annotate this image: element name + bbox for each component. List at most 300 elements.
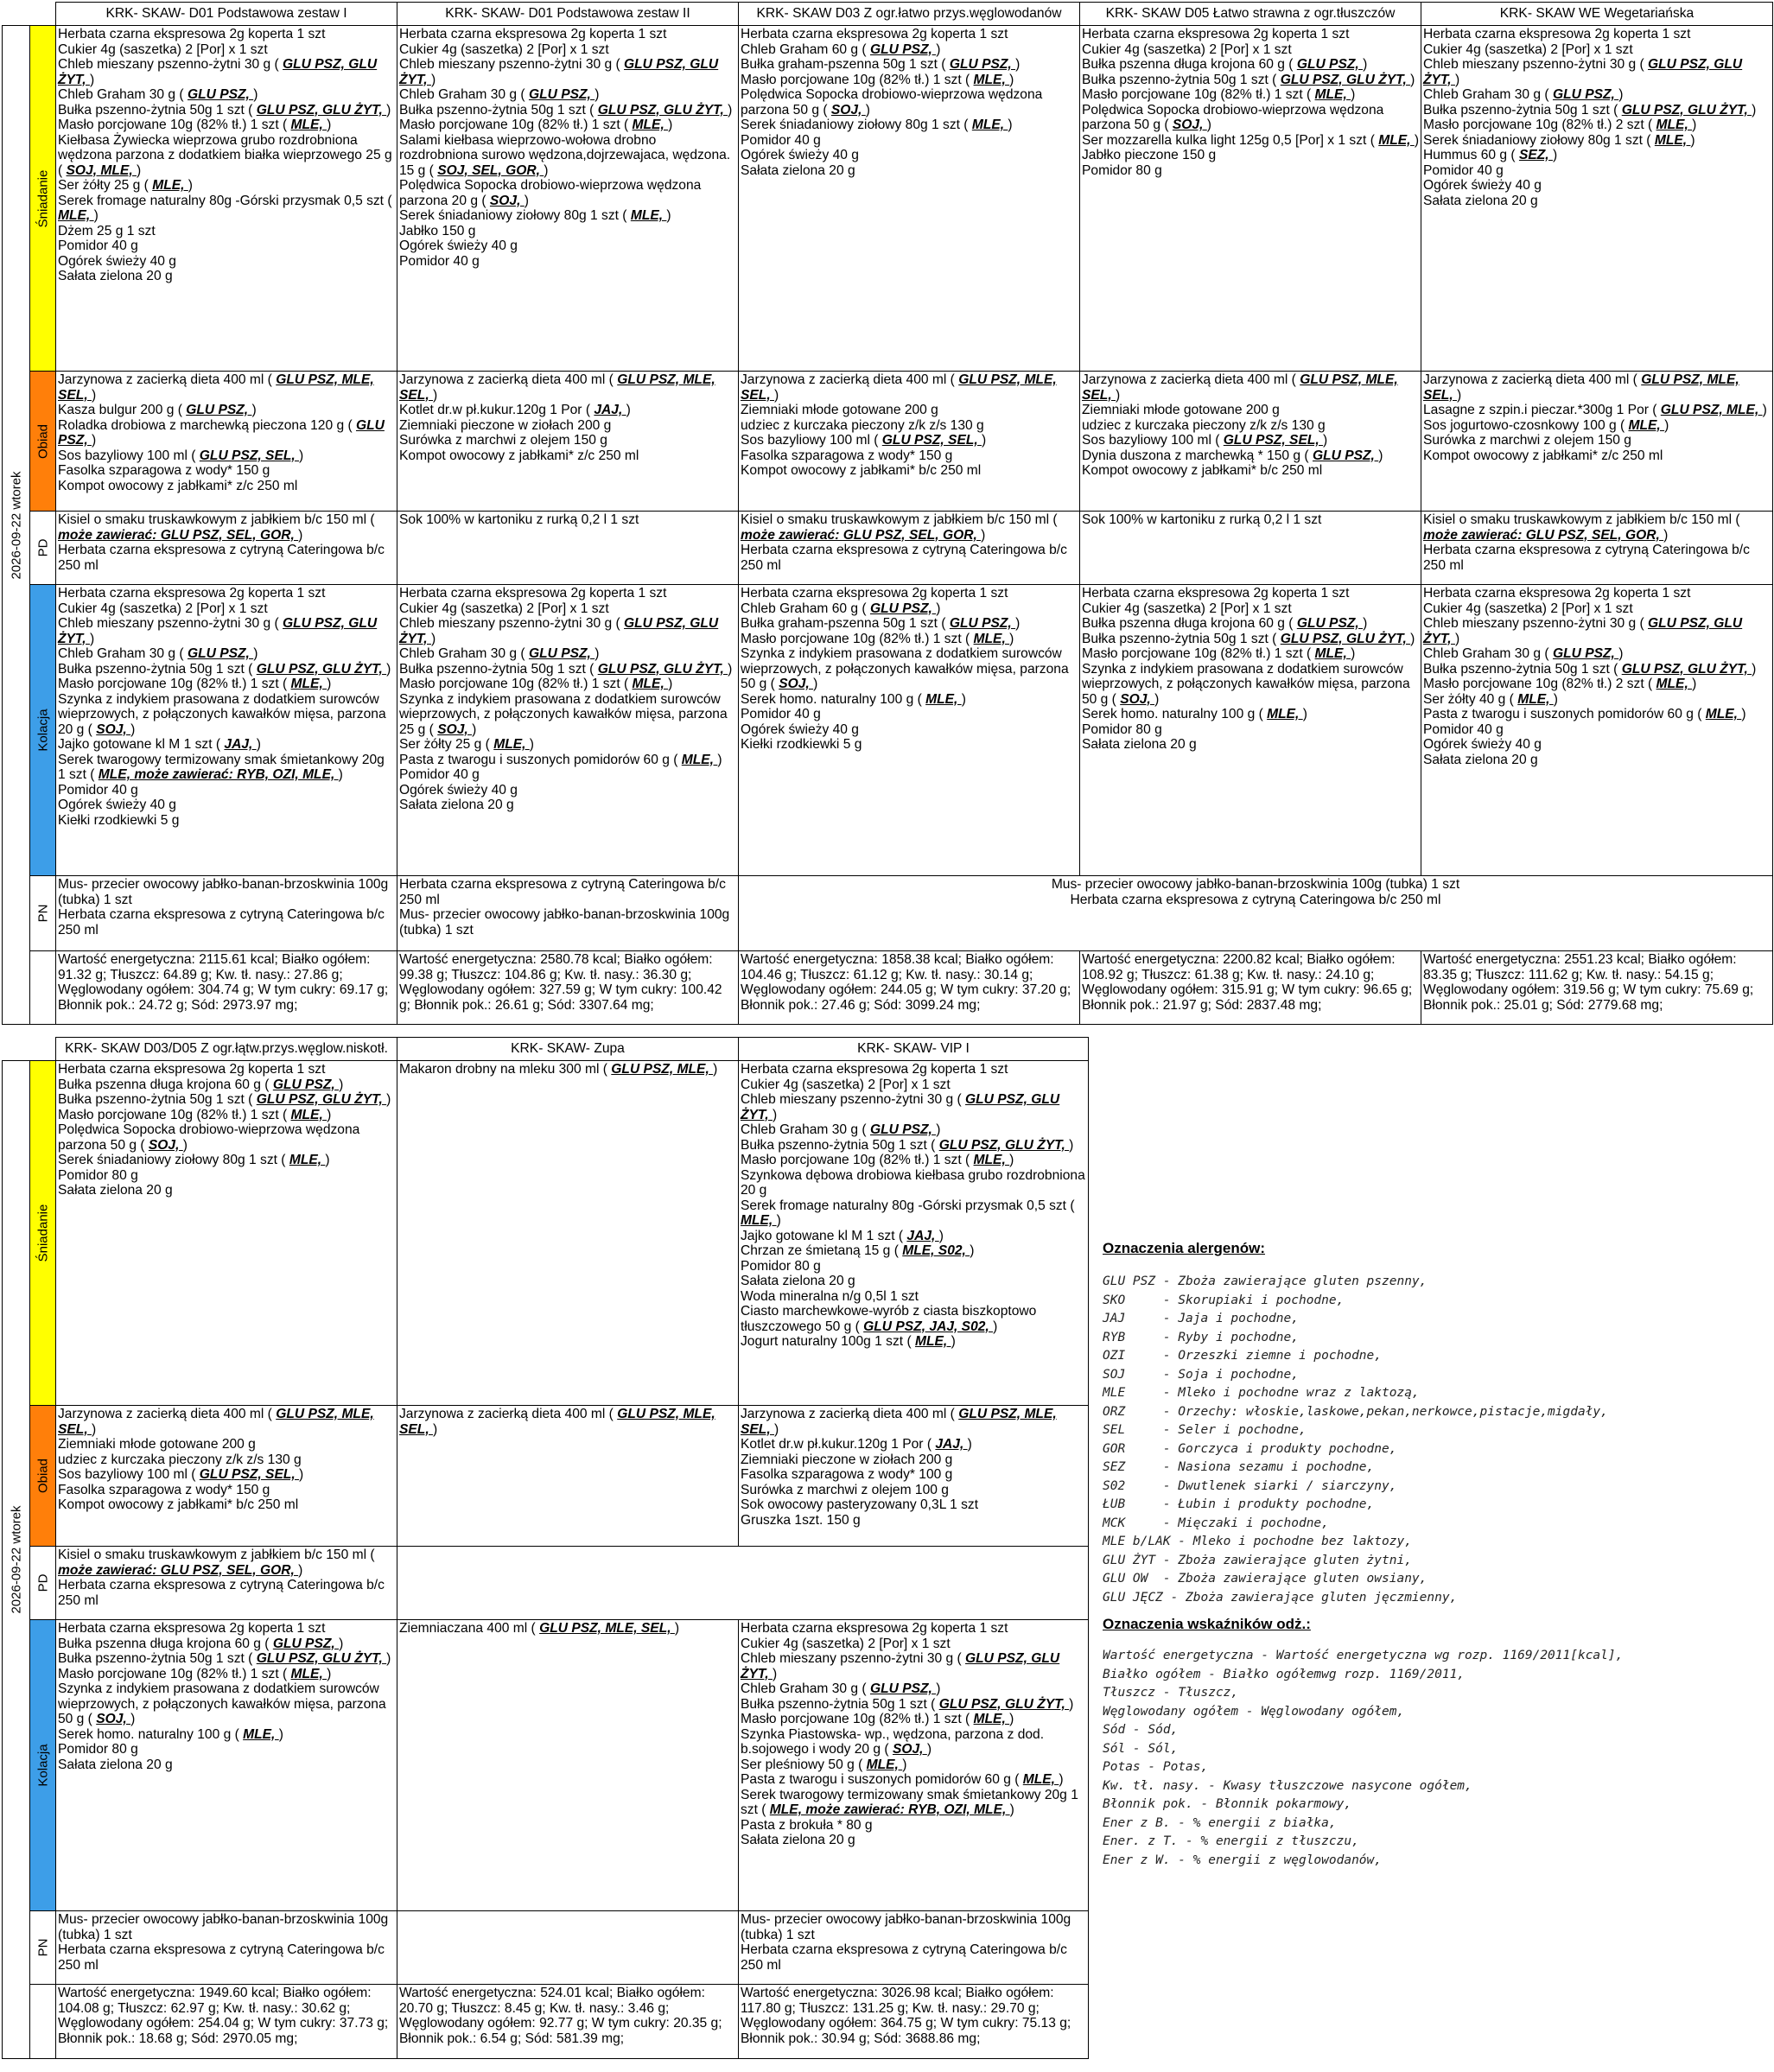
menu-cell	[397, 1406, 739, 1547]
menu-cell	[1421, 372, 1773, 512]
menu-item: Kompot owocowy z jabłkami* b/c 250 ml	[741, 463, 982, 478]
allergen-codes: MLE,	[1656, 118, 1693, 132]
menu-item: Masło porcjowane 10g (82% tł.) 1 szt ( MLE, )	[399, 118, 673, 132]
menu-item: Ogórek świeży 40 g	[741, 721, 859, 737]
menu-item: Chleb Graham 60 g ( GLU PSZ, )	[741, 41, 941, 57]
menu-item: Herbata czarna ekspresowa z cytryną Cateringowa b/c 250 ml	[399, 877, 726, 907]
menu-item: Masło porcjowane 10g (82% tł.) 1 szt ( MLE, )	[1082, 87, 1356, 102]
menu-item: Bułka pszenno-żytnia 50g 1 szt ( GLU PSZ, GLU ŻYT, )	[741, 1137, 1074, 1153]
allergen-codes: MLE,	[973, 631, 1010, 646]
menu-item: Mus- przecier owocowy jabłko-banan-brzoskwinia 100g (tubka) 1 szt	[399, 907, 730, 937]
allergen-codes: GLU PSZ, GLU ŻYT,	[1621, 102, 1752, 118]
menu-cell	[56, 26, 397, 372]
indicators-list	[1103, 1647, 1759, 1870]
menu-table-1	[2, 2, 1773, 1025]
menu-item: Herbata czarna ekspresowa 2g koperta 1 szt	[741, 1621, 1008, 1636]
allergen-codes: MLE,	[1628, 417, 1665, 433]
menu-item: Masło porcjowane 10g (82% tł.) 1 szt ( MLE, )	[741, 72, 1014, 87]
column-header: KRK- SKAW- VIP I	[739, 1038, 1089, 1061]
menu-cell	[1421, 512, 1773, 585]
menu-item: Chleb mieszany pszenno-żytni 30 g ( GLU PSZ, GLU ŻYT, )	[1423, 616, 1743, 646]
menu-item: Szynka z indykiem prasowana z dodatkiem surowców wieprzowych, z połączonych kawałków mięsa, parzona 20 g ( SOJ, )	[58, 691, 386, 737]
allergen-codes: JAJ,	[935, 1437, 968, 1452]
allergen-codes: GLU PSZ, MLE,	[611, 1062, 714, 1077]
allergen-codes: SOJ, MLE,	[66, 162, 137, 178]
menu-item: Kisiel o smaku truskawkowym z jabłkiem b/c 150 ml ( może zawierać: GLU PSZ, SEL, GOR, )	[741, 512, 1058, 543]
nutrition-cell: Wartość energetyczna: 1949.60 kcal; Białko ogółem: 104.08 g; Tłuszcz: 62.97 g; Kw. tł. nasy.: 30.62 g; Węglowodany ogółem: 254.04 g; W tym cukry: 37.73 g; Błonnik pok.: 18.68 g; Sód: 2970.05 mg;	[56, 1985, 397, 2059]
menu-cell	[397, 585, 739, 876]
menu-item: Kompot owocowy z jabłkami* z/c 250 ml	[399, 448, 639, 463]
allergen-codes: GLU PSZ, MLE, SEL,	[1423, 372, 1739, 403]
allergen-codes: GLU PSZ,	[1552, 646, 1619, 661]
menu-item: Serek śniadaniowy ziołowy 80g 1 szt ( MLE, )	[1423, 132, 1695, 148]
legend-line: Węglowodany ogółem - Węglowodany ogółem,	[1103, 1704, 1405, 1719]
meal-label-pd: PD	[30, 512, 56, 585]
allergen-codes: MLE,	[1705, 707, 1742, 721]
menu-cell	[56, 1061, 397, 1406]
menu-item: Ciasto marchewkowe-wyrób z ciasta biszkoptowo tłuszczowego 50 g ( GLU PSZ, JAJ, S02, )	[741, 1304, 1037, 1334]
menu-item: Chleb Graham 30 g ( GLU PSZ, )	[399, 87, 600, 102]
menu-item: Bułka graham-pszenna 50g 1 szt ( GLU PSZ, )	[741, 616, 1021, 631]
menu-item: Chleb mieszany pszenno-żytni 30 g ( GLU PSZ, GLU ŻYT, )	[58, 616, 378, 646]
menu-cell	[739, 512, 1080, 585]
allergen-codes: GLU PSZ, GLU ŻYT,	[58, 616, 378, 646]
allergen-codes: SOJ,	[830, 102, 866, 118]
menu-item: Pomidor 80 g	[58, 1742, 138, 1757]
allergen-codes: SOJ, SEL, GOR,	[437, 162, 544, 178]
menu-item: Jabłko pieczone 150 g	[1082, 148, 1217, 162]
menu-item: udziec z kurczaka pieczony z/k z/s 130 g	[58, 1452, 302, 1467]
menu-item: udziec z kurczaka pieczony z/k z/s 130 g	[1082, 417, 1326, 433]
menu-item: Surówka z marchwi z olejem 150 g	[399, 433, 607, 448]
menu-item: Herbata czarna ekspresowa 2g koperta 1 szt	[741, 27, 1008, 41]
menu-item: Ziemniaczana 400 ml ( GLU PSZ, MLE, SEL, )	[399, 1621, 680, 1636]
allergen-codes: MLE,	[1656, 677, 1693, 691]
legend-line: SEZ - Nasiona sezamu i pochodne,	[1103, 1460, 1375, 1474]
allergen-codes: może zawierać: GLU PSZ, SEL, GOR,	[58, 527, 299, 543]
meal-label-dinner: Kolacja	[30, 585, 56, 876]
menu-cell	[56, 1406, 397, 1547]
menu-item: Salami kiełbasa wieprzowo-wołowa drobno rozdrobniona surowo wędzona,dojrzewajaca, wędzona. 15 g ( SOJ, SEL, GOR, )	[399, 132, 731, 178]
menu-item: Kasza bulgur 200 g ( GLU PSZ, )	[58, 403, 257, 417]
legend-line: JAJ - Jaja i pochodne,	[1103, 1312, 1299, 1325]
allergen-codes: SOJ,	[1172, 118, 1207, 132]
menu-cell	[397, 876, 739, 951]
menu-item: Herbata czarna ekspresowa 2g koperta 1 szt	[399, 27, 667, 41]
legend-line: Potas - Potas,	[1103, 1760, 1209, 1774]
allergen-codes: GLU PSZ, GLU ŻYT,	[1423, 57, 1743, 87]
menu-item: Ziemniaki młode gotowane 200 g	[741, 403, 938, 417]
menu-item: Bułka pszenno-żytnia 50g 1 szt ( GLU PSZ, GLU ŻYT, )	[58, 661, 391, 677]
menu-item: Jarzynowa z zacierką dieta 400 ml ( GLU PSZ, MLE, SEL, )	[1423, 372, 1739, 403]
column-header: KRK- SKAW- D01 Podstawowa zestaw II	[397, 3, 739, 26]
menu-item: Polędwica Sopocka drobiowo-wieprzowa wędzona parzona 50 g ( SOJ, )	[741, 87, 1043, 118]
allergen-codes: GLU PSZ,	[869, 1122, 937, 1137]
menu-item: Kisiel o smaku truskawkowym z jabłkiem b/c 150 ml ( może zawierać: GLU PSZ, SEL, GOR, )	[58, 512, 375, 543]
allergen-codes: MLE, może zawierać: RYB, OZI, MLE,	[769, 1802, 1010, 1817]
menu-cell	[56, 876, 397, 951]
menu-item: Lasagne z szpin.i pieczar.*300g 1 Por ( GLU PSZ, MLE, )	[1423, 403, 1767, 417]
menu-item: Fasolka szparagowa z wody* 150 g	[58, 1482, 270, 1497]
menu-item: Chleb mieszany pszenno-żytni 30 g ( GLU PSZ, GLU ŻYT, )	[741, 1651, 1060, 1681]
allergen-codes: GLU PSZ, SEL,	[199, 1467, 300, 1482]
menu-item: Cukier 4g (saszetka) 2 [Por] x 1 szt	[741, 1636, 951, 1651]
menu-item: Serek homo. naturalny 100 g ( MLE, )	[58, 1726, 283, 1742]
nutrition-cell: Wartość energetyczna: 2200.82 kcal; Białko ogółem: 108.92 g; Tłuszcz: 61.38 g; Kw. tł. nasy.: 24.10 g; Węglowodany ogółem: 315.91 g; W tym cukry: 96.65 g; Błonnik pok.: 21.97 g; Sód: 2837.48 mg;	[1080, 951, 1421, 1025]
allergen-codes: GLU PSZ, GLU ŻYT,	[1621, 661, 1752, 677]
menu-cell	[397, 1061, 739, 1406]
legend-line: SKO - Skorupiaki i pochodne,	[1103, 1293, 1345, 1307]
column-header: KRK- SKAW- Zupa	[397, 1038, 739, 1061]
menu-item: Chrzan ze śmietaną 15 g ( MLE, S02, )	[741, 1243, 975, 1258]
menu-item: Pomidor 40 g	[58, 782, 138, 798]
legend-line: RYB - Ryby i pochodne,	[1103, 1330, 1299, 1344]
allergen-codes: MLE,	[973, 72, 1010, 87]
menu-item: Ogórek świeży 40 g	[1423, 178, 1542, 193]
allergen-codes: MLE,	[632, 677, 669, 691]
menu-item: Masło porcjowane 10g (82% tł.) 1 szt ( MLE, )	[741, 1153, 1014, 1167]
menu-item: Bułka graham-pszenna 50g 1 szt ( GLU PSZ, )	[741, 57, 1021, 72]
menu-item: Herbata czarna ekspresowa 2g koperta 1 szt	[58, 1062, 326, 1077]
menu-item: Polędwica Sopocka drobiowo-wieprzowa wędzona parzona 50 g ( SOJ, )	[1082, 102, 1384, 132]
menu-item: Pomidor 80 g	[58, 1167, 138, 1183]
nutrition-cell: Wartość energetyczna: 2115.61 kcal; Białko ogółem: 91.32 g; Tłuszcz: 64.89 g; Kw. tł. nasy.: 27.86 g; Węglowodany ogółem: 304.74 g; W tym cukry: 69.17 g; Błonnik pok.: 24.72 g; Sód: 2973.97 mg;	[56, 951, 397, 1025]
meal-label-pn: PN	[30, 1911, 56, 1985]
meal-label-pd: PD	[30, 1547, 56, 1620]
allergen-codes: GLU PSZ, GLU ŻYT,	[597, 102, 728, 118]
allergens-title: Oznaczenia alergenów:	[1103, 1240, 1265, 1256]
menu-item: Fasolka szparagowa z wody* 100 g	[741, 1467, 953, 1482]
menu-item: Masło porcjowane 10g (82% tł.) 1 szt ( MLE, )	[1082, 646, 1356, 661]
row-pd	[3, 512, 1773, 585]
date-label: 2026-09-22 wtorek	[8, 1505, 23, 1614]
menu-item: Jajko gotowane kl M 1 szt ( JAJ, )	[58, 737, 261, 752]
menu-item: Kisiel o smaku truskawkowym z jabłkiem b/c 150 ml ( może zawierać: GLU PSZ, SEL, GOR, )	[58, 1548, 375, 1578]
column-header: KRK- SKAW D05 Łatwo strawna z ogr.tłuszczów	[1080, 3, 1421, 26]
menu-item: Jarzynowa z zacierką dieta 400 ml ( GLU PSZ, MLE, SEL, )	[1082, 372, 1398, 403]
menu-item: Ogórek świeży 40 g	[1423, 737, 1542, 752]
allergen-codes: GLU PSZ, MLE, SEL,	[741, 1407, 1057, 1437]
allergen-codes: MLE,	[681, 752, 718, 767]
menu-item: Szynka z indykiem prasowana z dodatkiem surowców wieprzowych, z połączonych kawałków mięsa, parzona 25 g ( SOJ, )	[399, 691, 728, 737]
menu-item: Bułka pszenno-żytnia 50g 1 szt ( GLU PSZ, GLU ŻYT, )	[1423, 661, 1757, 677]
allergen-codes: SOJ,	[96, 1712, 131, 1726]
allergen-codes: JAJ,	[906, 1228, 939, 1243]
legend-line: SEL - Seler i pochodne,	[1103, 1423, 1307, 1437]
menu-item: Herbata czarna ekspresowa 2g koperta 1 szt	[58, 586, 326, 601]
meal-label-empty	[30, 951, 56, 1025]
allergen-codes: GLU PSZ, GLU ŻYT,	[938, 1137, 1070, 1153]
allergen-codes: MLE,	[1314, 87, 1351, 102]
allergen-codes: GLU PSZ, SEL,	[199, 448, 300, 463]
legend-line: Wartość energetyczna - Wartość energetyczna wg rozp. 1169/2011[kcal],	[1103, 1649, 1624, 1662]
allergen-codes: GLU PSZ,	[869, 41, 937, 57]
meal-label-empty	[30, 1985, 56, 2059]
header-row	[3, 3, 1773, 26]
menu-item: Kompot owocowy z jabłkami* z/c 250 ml	[1423, 448, 1663, 463]
menu-item: Kotlet dr.w pł.kukur.120g 1 Por ( JAJ, )	[399, 403, 631, 417]
nutrition-cell: Wartość energetyczna: 1858.38 kcal; Białko ogółem: 104.46 g; Tłuszcz: 61.12 g; Kw. tł. nasy.: 30.14 g; Węglowodany ogółem: 244.05 g; W tym cukry: 37.20 g; Błonnik pok.: 27.46 g; Sód: 3099.24 mg;	[739, 951, 1080, 1025]
allergen-codes: MLE,	[914, 1334, 951, 1349]
menu-item: Chleb mieszany pszenno-żytni 30 g ( GLU PSZ, GLU ŻYT, )	[399, 57, 719, 87]
menu-item: Pasta z twarogu i suszonych pomidorów 60 g ( MLE, )	[399, 752, 722, 767]
menu-item: Bułka pszenno-żytnia 50g 1 szt ( GLU PSZ, GLU ŻYT, )	[58, 1651, 391, 1666]
menu-cell	[397, 26, 739, 372]
allergen-codes: MLE,	[290, 1666, 327, 1681]
menu-item: Herbata czarna ekspresowa z cytryną Cateringowa b/c 250 ml	[741, 1942, 1067, 1973]
menu-item: Pomidor 40 g	[741, 132, 821, 148]
legend-line: Białko ogółem - Białko ogółemwg rozp. 1169/2011,	[1103, 1667, 1466, 1681]
menu-item: Ogórek świeży 40 g	[399, 782, 518, 798]
menu-item: Cukier 4g (saszetka) 2 [Por] x 1 szt	[1423, 41, 1633, 57]
menu-item: Serek śniadaniowy ziołowy 80g 1 szt ( MLE, )	[741, 118, 1013, 132]
legend-line: GLU OW - Zboża zawierające gluten owsiany,	[1103, 1572, 1427, 1586]
menu-item: Cukier 4g (saszetka) 2 [Por] x 1 szt	[58, 41, 268, 57]
menu-item: Jarzynowa z zacierką dieta 400 ml ( GLU PSZ, MLE, SEL, )	[741, 1407, 1057, 1437]
menu-item: Cukier 4g (saszetka) 2 [Por] x 1 szt	[1082, 601, 1292, 616]
legend	[1103, 1240, 1759, 1870]
menu-item: Sos bazyliowy 100 ml ( GLU PSZ, SEL, )	[58, 448, 304, 463]
menu-item: Ser pleśniowy 50 g ( MLE, )	[741, 1757, 907, 1772]
menu-cell	[1080, 26, 1421, 372]
allergen-codes: JAJ,	[594, 403, 626, 417]
allergen-codes: GLU PSZ, GLU ŻYT,	[399, 57, 719, 87]
row-lunch	[3, 372, 1773, 512]
allergen-codes: MLE,	[152, 178, 188, 193]
row-dinner	[3, 585, 1773, 876]
allergen-codes: SEZ,	[1518, 148, 1553, 162]
menu-item: Chleb Graham 30 g ( GLU PSZ, )	[58, 87, 258, 102]
menu-item: Masło porcjowane 10g (82% tł.) 2 szt ( MLE, )	[1423, 677, 1697, 691]
allergen-codes: SOJ,	[437, 721, 473, 737]
allergen-codes: GLU PSZ, GLU ŻYT,	[938, 1696, 1070, 1712]
date-label: 2026-09-22 wtorek	[8, 470, 23, 580]
allergen-codes: GLU PSZ, GLU ŻYT,	[741, 1092, 1060, 1122]
menu-item: Serek homo. naturalny 100 g ( MLE, )	[1082, 707, 1307, 721]
menu-item: Ziemniaki młode gotowane 200 g	[58, 1437, 256, 1452]
allergen-codes: MLE,	[741, 1213, 777, 1228]
menu-item: Bułka pszenna długa krojona 60 g ( GLU PSZ, )	[1082, 57, 1368, 72]
legend-line: SOJ - Soja i pochodne,	[1103, 1367, 1299, 1382]
legend-line: Sód - Sód,	[1103, 1723, 1179, 1737]
menu-item: Herbata czarna ekspresowa 2g koperta 1 szt	[58, 1621, 326, 1636]
menu-cell	[739, 1620, 1089, 1911]
row-lunch	[3, 1406, 1089, 1547]
menu-item: Ser żółty 25 g ( MLE, )	[58, 178, 193, 193]
menu-item: Ser żółty 25 g ( MLE, )	[399, 737, 534, 752]
menu-item: Cukier 4g (saszetka) 2 [Por] x 1 szt	[58, 601, 268, 616]
menu-item: Chleb Graham 30 g ( GLU PSZ, )	[741, 1681, 941, 1696]
menu-item: Herbata czarna ekspresowa 2g koperta 1 szt	[1082, 27, 1350, 41]
allergen-codes: GLU PSZ,	[869, 601, 937, 616]
legend-line: Kw. tł. nasy. - Kwasy tłuszczowe nasycone ogółem,	[1103, 1778, 1472, 1793]
menu-item: Pomidor 80 g	[1082, 162, 1162, 178]
menu-item: Szynkowa dębowa drobiowa kiełbasa grubo rozdrobniona 20 g	[741, 1167, 1085, 1198]
allergen-codes: GLU PSZ, GLU ŻYT,	[58, 57, 378, 87]
row-dinner	[3, 1620, 1089, 1911]
menu-item: Masło porcjowane 10g (82% tł.) 2 szt ( MLE, )	[1423, 118, 1697, 132]
meal-label-lunch: Obiad	[30, 372, 56, 512]
allergen-codes: JAJ,	[224, 737, 257, 752]
allergen-codes: MLE,	[1022, 1772, 1059, 1787]
legend-line: Tłuszcz - Tłuszcz,	[1103, 1686, 1239, 1700]
allergen-codes: MLE,	[630, 208, 667, 223]
allergen-codes: GLU PSZ,	[272, 1077, 340, 1092]
menu-item: Masło porcjowane 10g (82% tł.) 1 szt ( MLE, )	[58, 677, 332, 691]
menu-item: Jarzynowa z zacierką dieta 400 ml ( GLU PSZ, MLE, SEL, )	[399, 372, 715, 403]
menu-cell	[56, 512, 397, 585]
allergen-codes: SOJ,	[779, 677, 814, 691]
allergen-codes: MLE,	[290, 1107, 327, 1122]
menu-item: Herbata czarna ekspresowa 2g koperta 1 szt	[399, 586, 667, 601]
menu-item: Fasolka szparagowa z wody* 150 g	[58, 463, 270, 478]
allergen-codes: MLE,	[290, 118, 327, 132]
menu-item: Cukier 4g (saszetka) 2 [Por] x 1 szt	[399, 41, 609, 57]
allergen-codes: MLE,	[971, 118, 1008, 132]
allergen-codes: GLU PSZ, MLE, SEL,	[399, 1407, 715, 1437]
menu-item: Polędwica Sopocka drobiowo-wieprzowa wędzona parzona 20 g ( SOJ, )	[399, 178, 702, 208]
header-row	[3, 1038, 1089, 1061]
menu-item: Chleb Graham 30 g ( GLU PSZ, )	[399, 646, 600, 661]
menu-item: Ogórek świeży 40 g	[741, 148, 859, 162]
allergen-codes: GLU PSZ, MLE, SEL,	[399, 372, 715, 403]
allergen-codes: GLU PSZ,	[1296, 57, 1364, 72]
allergen-codes: GLU PSZ, SEL,	[1223, 433, 1324, 448]
menu-item: Masło porcjowane 10g (82% tł.) 1 szt ( MLE, )	[741, 1712, 1014, 1726]
menu-item: Chleb Graham 30 g ( GLU PSZ, )	[1423, 87, 1624, 102]
menu-item: Chleb Graham 30 g ( GLU PSZ, )	[1423, 646, 1624, 661]
menu-item: Bułka pszenno-żytnia 50g 1 szt ( GLU PSZ, GLU ŻYT, )	[58, 102, 391, 118]
menu-item: Cukier 4g (saszetka) 2 [Por] x 1 szt	[1423, 601, 1633, 616]
menu-item: Jogurt naturalny 100g 1 szt ( MLE, )	[741, 1334, 956, 1349]
legend-line: MLE b/LAK - Mleko i pochodne bez laktozy,	[1103, 1535, 1412, 1548]
legend-line: Sól - Sól,	[1103, 1741, 1179, 1756]
nutrition-cell: Wartość energetyczna: 2580.78 kcal; Białko ogółem: 99.38 g; Tłuszcz: 104.86 g; Kw. tł. nasy.: 36.30 g; Węglowodany ogółem: 327.59 g; W tym cukry: 100.42 g; Błonnik pok.: 26.61 g; Sód: 3307.64 mg;	[397, 951, 739, 1025]
allergen-codes: MLE, S02,	[902, 1243, 970, 1258]
menu-item: udziec z kurczaka pieczony z/k z/s 130 g	[741, 417, 984, 433]
menu-item: Herbata czarna ekspresowa 2g koperta 1 szt	[741, 586, 1008, 601]
menu-cell	[397, 1911, 739, 1985]
menu-item: Roladka drobiowa z marchewką pieczona 120 g ( GLU PSZ, )	[58, 417, 385, 448]
menu-item: Sos jogurtowo-czosnkowy 100 g ( MLE, )	[1423, 417, 1669, 433]
menu-item: Jarzynowa z zacierką dieta 400 ml ( GLU PSZ, MLE, SEL, )	[58, 372, 374, 403]
menu-item: Mus- przecier owocowy jabłko-banan-brzoskwinia 100g (tubka) 1 szt	[58, 877, 389, 907]
meal-label-lunch: Obiad	[30, 1406, 56, 1547]
menu-cell-merged	[739, 876, 1773, 951]
menu-item: Ziemniaki pieczone w ziołach 200 g	[399, 417, 612, 433]
menu-item: Herbata czarna ekspresowa 2g koperta 1 szt	[58, 27, 326, 41]
allergen-codes: MLE,	[1314, 646, 1351, 661]
menu-item: Pomidor 40 g	[1423, 162, 1504, 178]
menu-item: Kotlet dr.w pł.kukur.120g 1 Por ( JAJ, )	[741, 1437, 972, 1452]
allergen-codes: MLE,	[973, 1712, 1010, 1726]
allergen-codes: GLU PSZ, MLE,	[1660, 403, 1763, 417]
allergen-codes: MLE,	[1378, 132, 1415, 148]
row-pd	[3, 1547, 1089, 1620]
allergen-codes: GLU PSZ, GLU ŻYT,	[1280, 72, 1411, 87]
row-breakfast	[3, 26, 1773, 372]
allergen-codes: MLE,	[493, 737, 530, 752]
indicators-title: Oznaczenia wskaźników odż.:	[1103, 1616, 1311, 1632]
menu-item: Sos bazyliowy 100 ml ( GLU PSZ, SEL, )	[1082, 433, 1328, 448]
menu-item: Kompot owocowy z jabłkami* z/c 250 ml	[58, 478, 298, 493]
allergen-codes: MLE,	[1267, 707, 1303, 721]
menu-item: Chleb mieszany pszenno-żytni 30 g ( GLU PSZ, GLU ŻYT, )	[58, 57, 378, 87]
allergen-codes: GLU PSZ, MLE, SEL,	[539, 1621, 675, 1636]
menu-item: Pomidor 80 g	[741, 1258, 821, 1274]
menu-item: Ser żółty 40 g ( MLE, )	[1423, 691, 1558, 707]
menu-item: Pomidor 40 g	[58, 238, 138, 253]
legend-line: GLU ŻYT - Zboża zawierające gluten żytni,	[1103, 1553, 1412, 1567]
menu-item: Mus- przecier owocowy jabłko-banan-brzoskwinia 100g (tubka) 1 szt	[58, 1912, 389, 1942]
legend-line: Ener z W. - % energii z węglowodanów,	[1103, 1853, 1383, 1867]
menu-cell	[397, 1620, 739, 1911]
legend-line: GOR - Gorczyca i produkty pochodne,	[1103, 1441, 1397, 1456]
allergen-codes: GLU PSZ, SEL,	[881, 433, 982, 448]
menu-item: Surówka z marchwi z olejem 100 g	[741, 1482, 949, 1497]
allergen-codes: GLU PSZ, MLE, SEL,	[58, 1407, 374, 1437]
row-breakfast	[3, 1061, 1089, 1406]
menu-cell	[739, 26, 1080, 372]
menu-item: Bułka pszenna długa krojona 60 g ( GLU PSZ, )	[58, 1077, 344, 1092]
menu-item: Mus- przecier owocowy jabłko-banan-brzoskwinia 100g (tubka) 1 szt	[1051, 877, 1460, 892]
menu-item: Serek śniadaniowy ziołowy 80g 1 szt ( MLE, )	[58, 1153, 330, 1167]
menu-cell-empty	[397, 1547, 1089, 1620]
menu-item: Jajko gotowane kl M 1 szt ( JAJ, )	[741, 1228, 944, 1243]
menu-item: Serek twarogowy termizowany smak śmietankowy 20g 1 szt ( MLE, może zawierać: RYB, OZI, MLE, )	[741, 1787, 1078, 1817]
menu-cell	[1421, 585, 1773, 876]
allergen-codes: GLU PSZ,	[949, 616, 1016, 631]
column-header: KRK- SKAW- D01 Podstawowa zestaw I	[56, 3, 397, 26]
allergen-codes: może zawierać: GLU PSZ, SEL, GOR,	[58, 1562, 299, 1578]
menu-item: Pasta z twarogu i suszonych pomidorów 60 g ( MLE, )	[1423, 707, 1746, 721]
column-header: KRK- SKAW D03/D05 Z ogr.łątw.przys.węglow.niskotł.	[56, 1038, 397, 1061]
menu-item: Dżem 25 g 1 szt	[58, 223, 156, 238]
menu-item: Ziemniaki pieczone w ziołach 200 g	[741, 1452, 953, 1467]
menu-item: Pasta z brokuła * 80 g	[741, 1817, 873, 1833]
menu-item: Woda mineralna n/g 0,5l 1 szt	[741, 1288, 919, 1304]
menu-cell	[739, 1911, 1089, 1985]
legend-line: Ener. z T. - % energii z tłuszczu,	[1103, 1834, 1359, 1848]
menu-item: Chleb mieszany pszenno-żytni 30 g ( GLU PSZ, GLU ŻYT, )	[741, 1092, 1060, 1122]
date-cell	[3, 26, 30, 1025]
menu-cell	[397, 372, 739, 512]
menu-item: Ogórek świeży 40 g	[58, 253, 176, 269]
legend-line: OZI - Orzeszki ziemne i pochodne,	[1103, 1349, 1383, 1363]
allergen-codes: SOJ,	[148, 1137, 183, 1153]
menu-item: Szynka Piastowska- wp., wędzona, parzona z dod. b.sojowego i wody 20 g ( SOJ, )	[741, 1726, 1045, 1757]
menu-item: Bułka pszenno-żytnia 50g 1 szt ( GLU PSZ, GLU ŻYT, )	[399, 102, 733, 118]
menu-item: Szynka z indykiem prasowana z dodatkiem surowców wieprzowych, z połączonych kawałków mięsa, parzona 50 g ( SOJ, )	[1082, 661, 1410, 707]
menu-item: Pomidor 40 g	[399, 767, 480, 782]
row-nutrition	[3, 951, 1773, 1025]
allergen-codes: GLU PSZ, GLU ŻYT,	[399, 616, 719, 646]
date-cell	[3, 1061, 30, 2059]
menu-item: Herbata czarna ekspresowa 2g koperta 1 szt	[741, 1062, 1008, 1077]
allergen-codes: MLE,	[973, 1153, 1010, 1167]
allergen-codes: MLE,	[925, 691, 962, 707]
legend-line: MCK - Mięczaki i pochodne,	[1103, 1516, 1329, 1530]
menu-cell	[56, 1911, 397, 1985]
menu-item: Herbata czarna ekspresowa z cytryną Cateringowa b/c 250 ml	[1423, 543, 1750, 573]
menu-item: Sałata zielona 20 g	[1423, 193, 1538, 208]
allergen-codes: MLE,	[290, 677, 327, 691]
menu-item: Jarzynowa z zacierką dieta 400 ml ( GLU PSZ, MLE, SEL, )	[58, 1407, 374, 1437]
menu-item: Gruszka 1szt. 150 g	[741, 1512, 861, 1528]
allergen-codes: MLE,	[1654, 132, 1691, 148]
allergen-codes: GLU PSZ,	[58, 417, 385, 448]
menu-item: Masło porcjowane 10g (82% tł.) 1 szt ( MLE, )	[58, 1107, 332, 1122]
